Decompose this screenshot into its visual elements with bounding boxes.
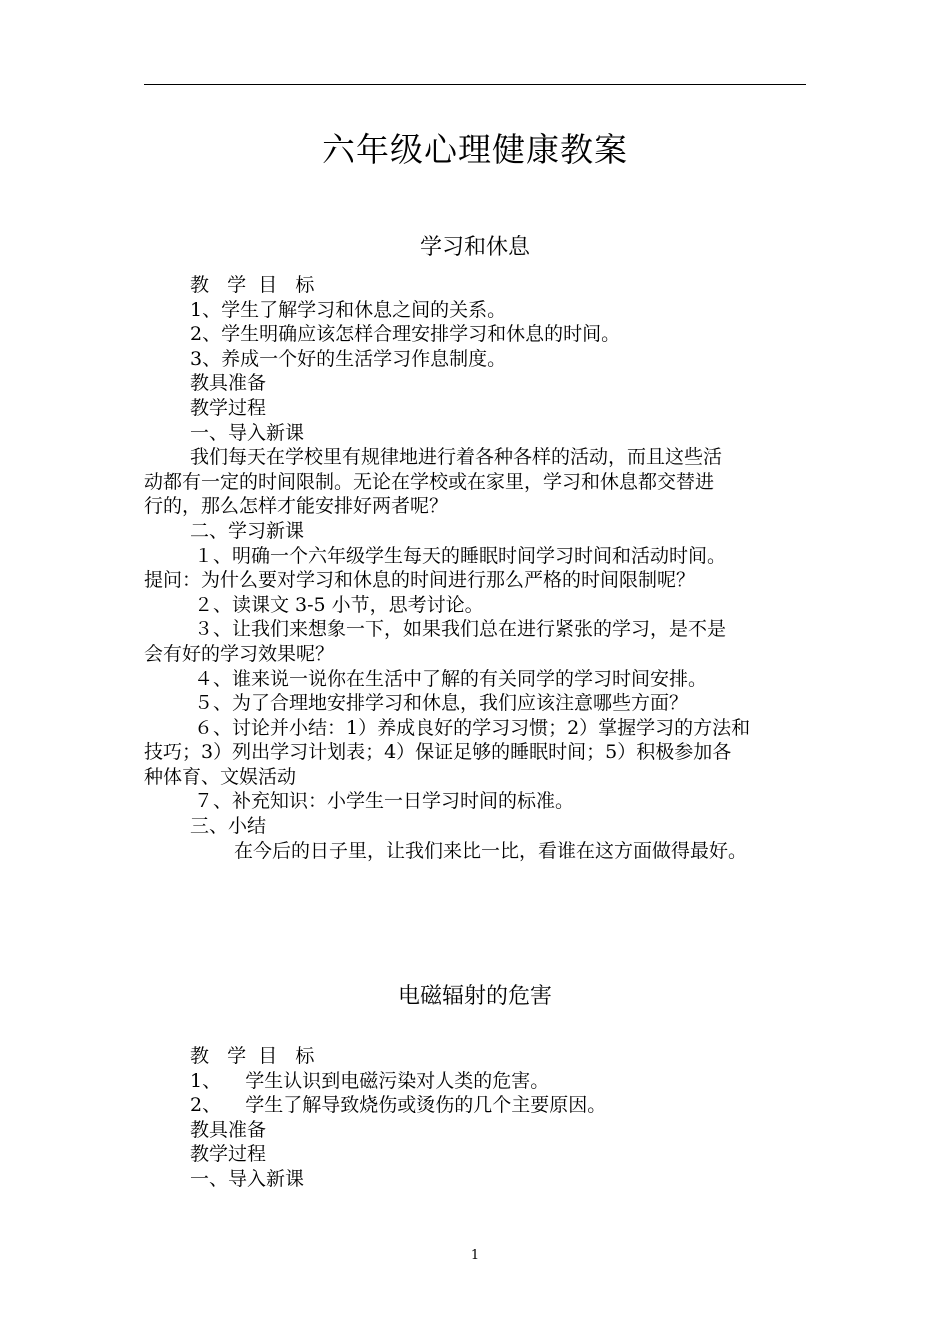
- lesson1-summary: 在今后的日子里，让我们来比一比，看谁在这方面做得最好。: [234, 839, 748, 862]
- lesson1-objective-1: 1、学生了解学习和休息之间的关系。: [190, 298, 507, 321]
- header-rule: [144, 84, 806, 85]
- lesson2-materials-heading: 教具准备: [190, 1118, 267, 1141]
- lesson2-body: [144, 1044, 814, 1192]
- document-title: 六年级心理健康教案: [322, 130, 628, 169]
- lesson1-step-3-cont: 会有好的学习效果呢？: [144, 642, 335, 665]
- lesson1-part3-heading: 三、小结: [190, 815, 267, 838]
- lesson1-step-1-question: 提问：为什么要对学习和休息的时间进行那么严格的时间限制呢？: [144, 569, 696, 592]
- lesson1-step-1: １、明确一个六年级学生每天的睡眠时间学习时间和活动时间。: [194, 544, 727, 567]
- lesson1-intro-line-3: 行的，那么怎样才能安排好两者呢？: [144, 495, 449, 518]
- lesson1-step-6: ６、讨论并小结：1）养成良好的学习习惯；2）掌握学习的方法和: [194, 716, 751, 739]
- lesson1-step-6-cont-2: 种体育、文娱活动: [144, 765, 297, 788]
- lesson2-title: 电磁辐射的危害: [397, 984, 552, 1009]
- lesson1-objective-2: 2、学生明确应该怎样合理安排学习和休息的时间。: [190, 323, 621, 346]
- lesson2-objectives-heading: 教 学 目 标: [190, 1045, 315, 1067]
- lesson2-part1-heading: 一、导入新课: [190, 1167, 305, 1190]
- lesson2-objective-1: 1、 学生认识到电磁污染对人类的危害。: [190, 1069, 550, 1092]
- lesson1-materials-heading: 教具准备: [190, 372, 267, 395]
- lesson1-objective-3: 3、养成一个好的生活学习作息制度。: [190, 347, 507, 370]
- lesson1-step-3: ３、让我们来想象一下，如果我们总在进行紧张的学习，是不是: [194, 618, 727, 641]
- lesson1-intro-line-2: 动都有一定的时间限制。无论在学校或在家里，学习和休息都交替进: [144, 470, 715, 493]
- lesson2-process-heading: 教学过程: [190, 1143, 267, 1166]
- lesson1-process-heading: 教学过程: [190, 396, 267, 419]
- lesson1-body: [144, 273, 814, 863]
- lesson1-intro-line-1: 我们每天在学校里有规律地进行着各种各样的活动，而且这些活: [190, 446, 723, 469]
- lesson1-objectives-heading: 教 学 目 标: [190, 274, 315, 296]
- lesson1-step-6-cont-1: 技巧；3）列出学习计划表；4）保证足够的睡眠时间；5）积极参加各: [144, 741, 732, 764]
- lesson2-objective-2: 2、 学生了解导致烧伤或烫伤的几个主要原因。: [190, 1094, 607, 1117]
- lesson1-part1-heading: 一、导入新课: [190, 421, 305, 444]
- lesson1-title: 学习和休息: [419, 235, 530, 260]
- lesson1-part2-heading: 二、学习新课: [190, 519, 305, 542]
- lesson1-step-7: ７、补充知识：小学生一日学习时间的标准。: [194, 790, 575, 813]
- lesson1-step-5: ５、为了合理地安排学习和休息，我们应该注意哪些方面？: [194, 692, 689, 715]
- lesson1-step-4: ４、谁来说一说你在生活中了解的有关同学的学习时间安排。: [194, 667, 708, 690]
- page-number: 1: [470, 1248, 480, 1263]
- lesson1-step-2: ２、读课文 3-5 小节，思考讨论。: [194, 593, 484, 616]
